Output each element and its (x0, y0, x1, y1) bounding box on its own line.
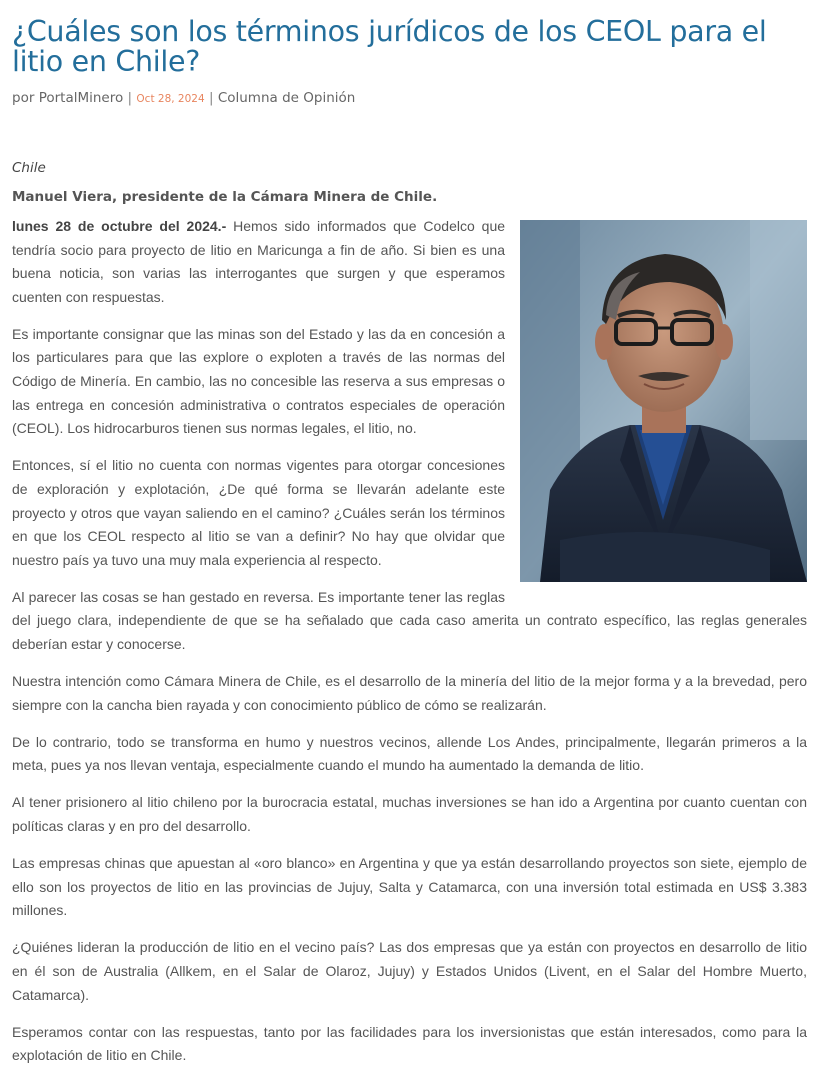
post-date: Oct 28, 2024 (136, 93, 205, 105)
author-prefix: por (12, 90, 35, 106)
paragraph: Esperamos contar con las respuestas, tanto por las facilidades para los inversionistas que están interesados, como para la explotación de litio en Chile. (12, 1023, 807, 1064)
author-link[interactable]: PortalMinero (38, 90, 124, 106)
article (12, 0, 807, 1081)
paragraph: Entonces, sí el litio no cuenta con normas vigentes para otorgar concesiones de exploración y explotación, ¿De qué forma se llevarán adelante este proyecto y otros que vayan saliendo en el camino? ¿Cuáles serán los términos en que los CEOL respecto al litio se van a definir? No hay que olvidar que nuestro país ya tuvo una muy mala experiencia al respecto. (12, 457, 505, 568)
paragraph: Las empresas chinas que apuestan al «oro blanco» en Argentina y que ya están desarrollando proyectos son siete, ejemplo de ello son los proyectos de litio en las provincias de Jujuy, Salta y Catamarca, con una inversión total estimada en US$ 3.383 millones. (12, 855, 807, 919)
post-meta (12, 89, 807, 108)
meta-separator: | (127, 90, 133, 106)
meta-separator: | (208, 90, 214, 106)
paragraph: De lo contrario, todo se transforma en humo y nuestros vecinos, allende Los Andes, principalmente, llegarán primeros a la meta, pues ya nos llevan ventaja, especialmente cuando el mundo ha aumentado la demanda de litio. (12, 733, 807, 774)
paragraph: Al tener prisionero al litio chileno por la burocracia estatal, muchas inversiones se han ido a Argentina por cuanto cuentan con políticas claras y en pro del desarrollo. (12, 794, 807, 835)
byline: Manuel Viera, presidente de la Cámara Minera de Chile. (12, 189, 438, 205)
author-photo (520, 220, 807, 582)
article-title: ¿Cuáles son los términos jurídicos de los CEOL para el litio en Chile? (12, 15, 767, 78)
paragraph: Es importante consignar que las minas son del Estado y las da en concesión a los particulares para que las explore o exploten a través de las normas del Código de Minería. En cambio, las no concesible las reserva a sus empresas o las entrega en concesión administrativa o contratos especiales de operación (CEOL). Los hidrocarburos tienen sus normas legales, el litio, no. (12, 325, 505, 437)
paragraph-text: Hemos sido informados que Codelco que tendría socio para proyecto de litio en Maricunga a fin de año. Si bien es una buena noticia, son varias las interrogantes que surgen y que esperamos cuenten con respuestas. (12, 218, 506, 305)
region-label: Chile (12, 160, 46, 176)
category-link[interactable]: Columna de Opinión (217, 90, 356, 106)
article-body (12, 215, 807, 1068)
lead-date: lunes 28 de octubre del 2024.- (12, 218, 227, 234)
paragraph: ¿Quiénes lideran la producción de litio en el vecino país? Las dos empresas que ya están con proyectos en desarrollo de litio en él son de Australia (Allkem, en el Salar de Olaroz, Jujuy) y Estados Unidos (Livent, en el Salar del Hombre Muerto, Catamarca). (12, 939, 807, 1003)
paragraph: Al parecer las cosas se han gestado en reversa. Es importante tener las reglas del juego clara, independiente de que se ha señalado que cada caso amerita un contrato específico, las reglas generales deberían estar y conocerse. (12, 588, 807, 652)
paragraph: Nuestra intención como Cámara Minera de Chile, es el desarrollo de la minería del litio de la mejor forma y a la brevedad, pero siempre con la cancha bien rayada y con conocimiento público de cómo se realizarán. (12, 673, 807, 713)
